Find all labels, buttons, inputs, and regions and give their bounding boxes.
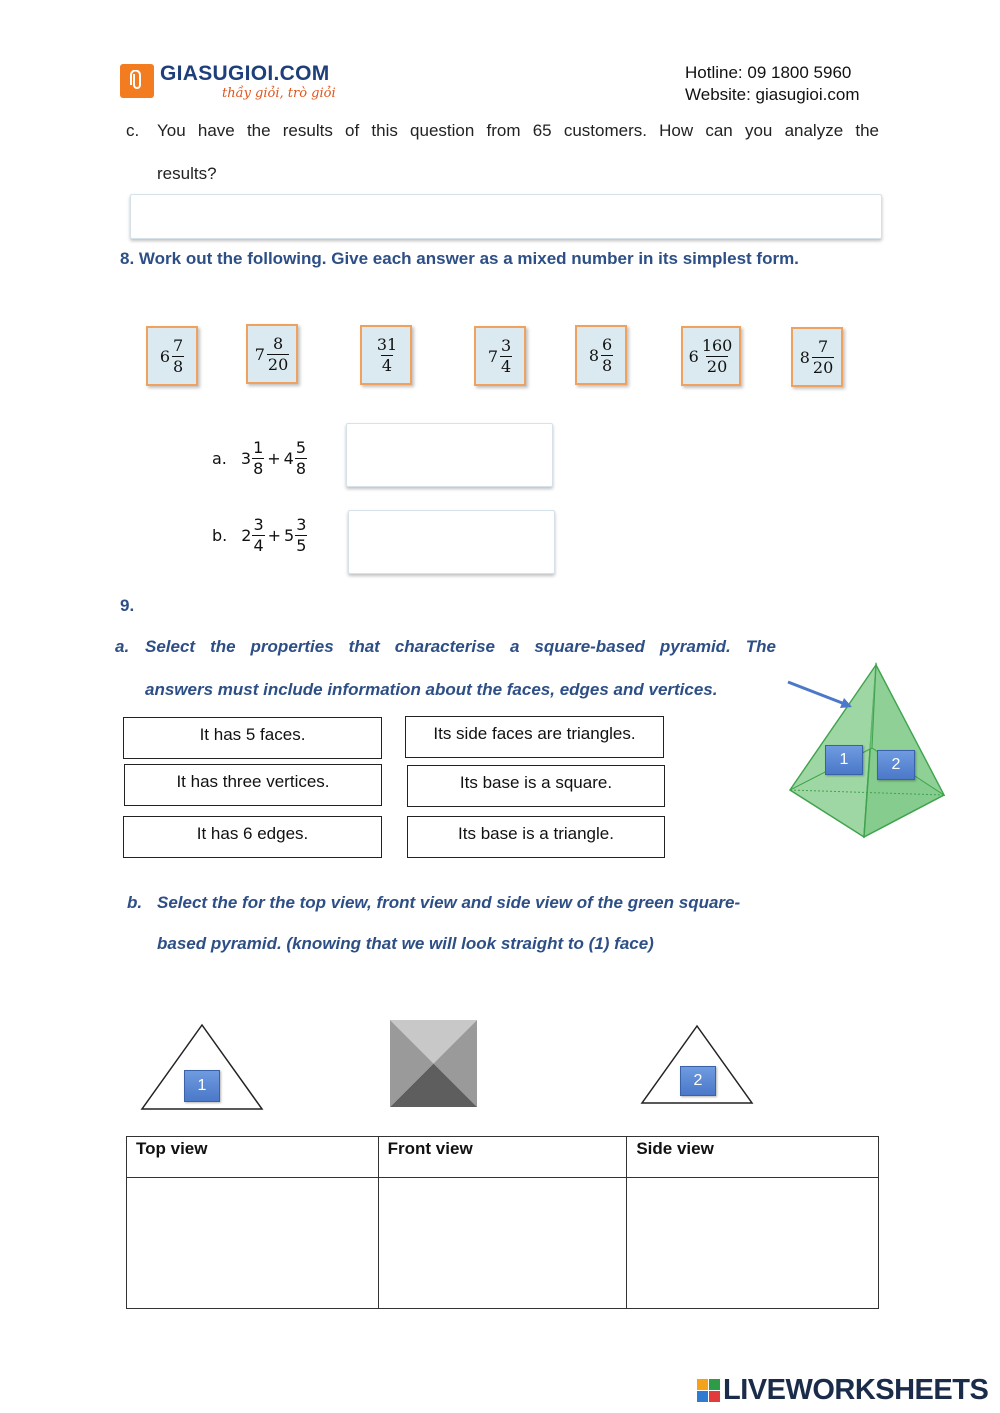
liveworksheets-logo [697,1374,988,1407]
pyramid-label-2[interactable]: 2 [877,750,915,780]
q9b-text-line2: based pyramid. (knowing that we will look straight to (1) face) [157,934,654,953]
pointer-arrow [788,682,850,706]
property-option[interactable]: Its side faces are triangles. [405,716,664,758]
views-table [126,1136,879,1309]
views-table-answer-row [127,1178,879,1309]
q9b-label: b. [127,893,143,912]
q7c-text-line2: results? [157,164,217,183]
view-tile-label-1[interactable]: 1 [184,1070,220,1102]
views-table-header-row [127,1137,879,1178]
q8a-expression: a. 3 $\frac{1}{8}$ + 4 $\frac{5}{8}$ [212,438,307,478]
property-option[interactable]: Its base is a square. [407,765,665,807]
top-view-header: Top view [127,1137,379,1178]
q8-heading: 8. Work out the following. Give each answer as a mixed number in its simplest form. [120,249,799,268]
property-option[interactable]: It has three vertices. [124,764,382,806]
fraction-option[interactable]: 7 $\frac{3}{4}$ [474,326,526,386]
property-option[interactable]: It has 6 edges. [123,816,382,858]
fraction-option[interactable]: 8 $\frac{7}{20}$ [791,327,843,387]
property-option[interactable]: Its base is a triangle. [407,816,665,858]
fraction-option[interactable]: 7 $\frac{8}{20}$ [246,324,298,384]
contact-info [685,62,860,106]
pyramid-label-1[interactable]: 1 [825,745,863,775]
side-view-dropzone[interactable] [627,1178,879,1309]
q7c-label: c. [126,121,140,140]
side-view-header: Side view [627,1137,879,1178]
pyramid-illustration [782,660,952,845]
view-tile-label-2[interactable]: 2 [680,1066,716,1096]
q8b-expression: b. 2 $\frac{3}{4}$ + 5 $\frac{3}{5}$ [212,515,307,555]
property-option[interactable]: It has 5 faces. [123,717,382,759]
q9a-label: a. [115,637,130,656]
fraction-option[interactable]: $\frac{31}{4}$ [360,325,412,385]
q9a-text-line2: answers must include information about the faces, edges and vertices. [145,680,718,699]
q8b-answer-dropzone[interactable] [348,510,555,574]
q9a-text-line1: Select the properties that characterise a square-based pyramid. The [145,637,776,656]
q8a-answer-dropzone[interactable] [346,423,553,487]
q7c-text-line1: You have the results of this question from 65 customers. How can you analyze the [157,121,879,140]
q7c-answer-input[interactable] [130,194,882,239]
logo-name: GIASUGIOI.COM [160,62,330,85]
q9b-text-line1: Select the for the top view, front view and side view of the green square- [157,893,741,912]
website: Website: giasugioi.com [685,85,860,104]
square-view-tile[interactable] [390,1020,477,1107]
front-view-dropzone[interactable] [378,1178,627,1309]
q9-number: 9. [120,596,135,615]
fraction-option[interactable]: 6 $\frac{160}{20}$ [681,326,741,386]
fraction-option[interactable]: 8 $\frac{6}{8}$ [575,325,627,385]
liveworksheets-brand: LIVEWORKSHEETS [723,1374,989,1406]
top-view-dropzone[interactable] [127,1178,379,1309]
fraction-option[interactable]: 6 $\frac{7}{8}$ [146,326,198,386]
front-view-header: Front view [378,1137,627,1178]
logo-tagline: thầy giỏi, trò giỏi [222,86,336,101]
logo-icon [120,64,154,98]
hotline: Hotline: 09 1800 5960 [685,63,852,82]
liveworksheets-icon [697,1379,721,1403]
